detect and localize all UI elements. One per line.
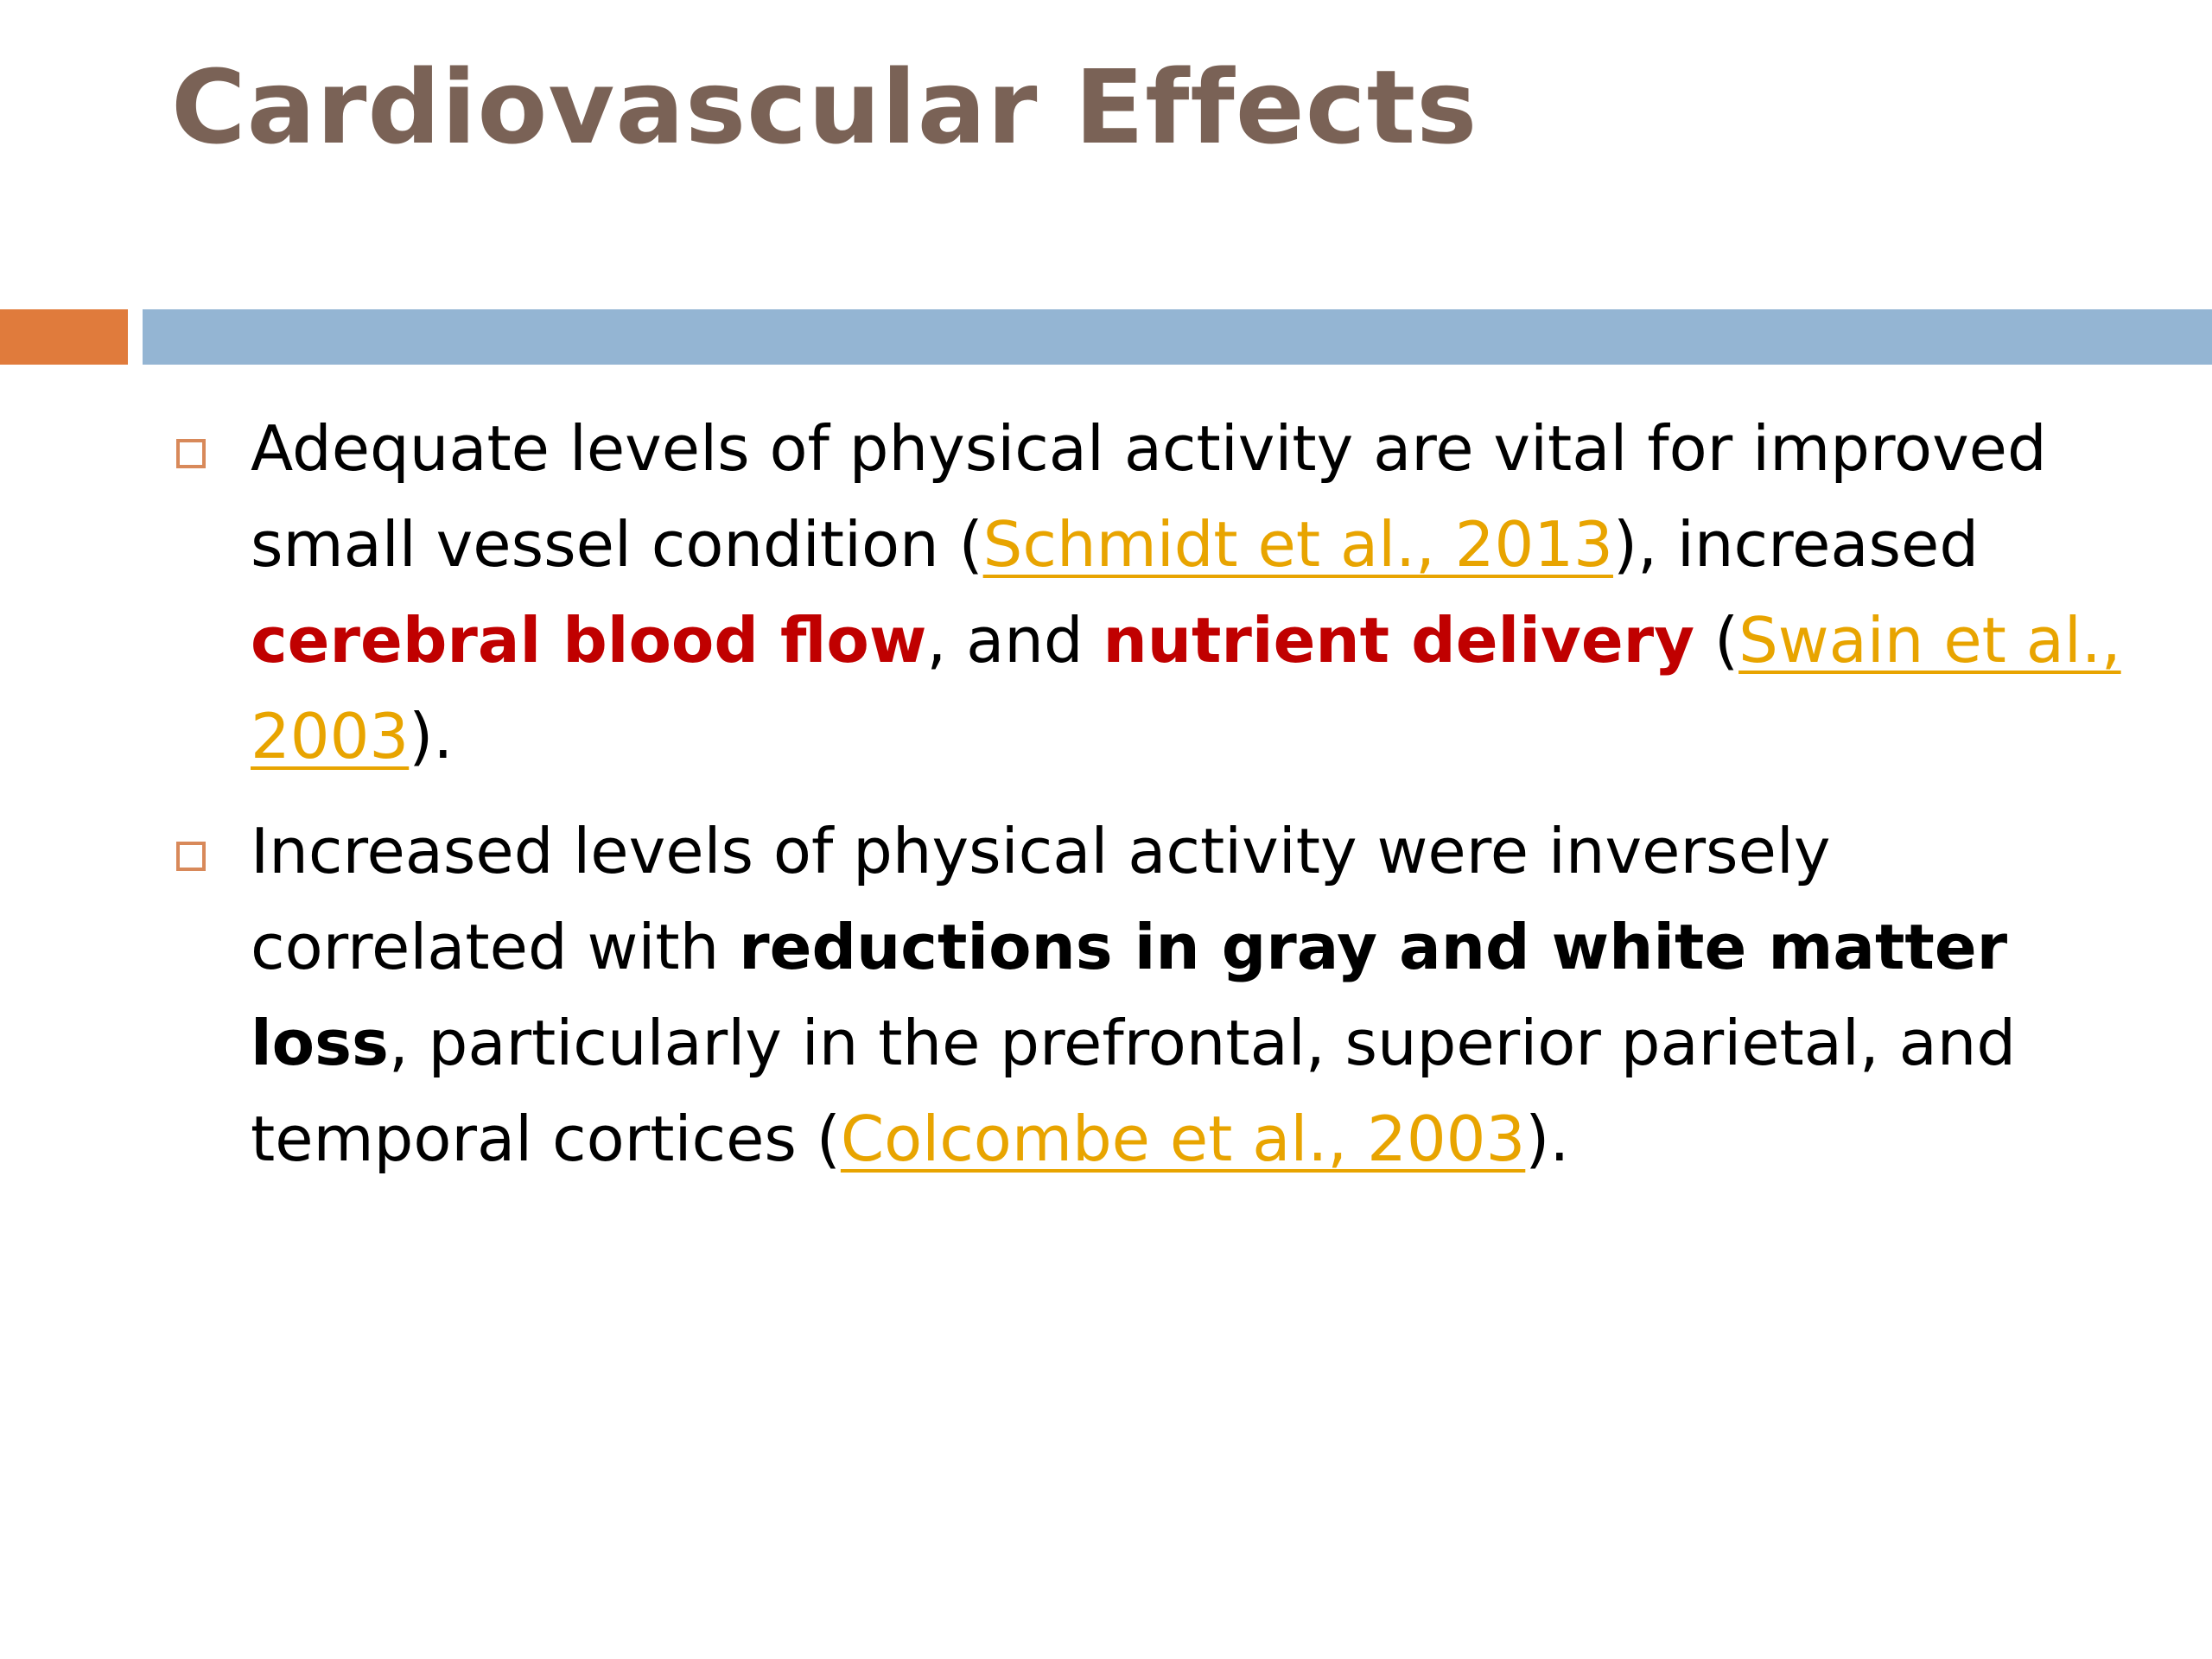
text-segment: (	[1694, 604, 1739, 677]
citation-link-schmidt-2013[interactable]: Schmidt et al., 2013	[982, 508, 1613, 581]
bullet-item-vascular	[171, 401, 2124, 785]
text-segment: ).	[1525, 1103, 1570, 1175]
emphasis-nutrient-delivery: nutrient delivery	[1103, 604, 1695, 677]
hollow-square-icon	[176, 842, 206, 871]
emphasis-cerebral-blood-flow: cerebral blood flow	[251, 604, 927, 677]
emphasis-gray-white-matter: reductions in gray and white matter loss	[251, 911, 2008, 1079]
bullet-item-gray-matter	[171, 804, 2124, 1187]
citation-link-colcombe-2003[interactable]: Colcombe et al., 2003	[840, 1103, 1526, 1175]
hollow-square-icon	[176, 439, 206, 468]
bullet-text	[251, 815, 2036, 1175]
text-segment: , and	[926, 604, 1103, 677]
text-segment: , particularly in the prefrontal, superior parietal, and temporal cortices (	[251, 1007, 2036, 1175]
text-segment: ).	[409, 700, 454, 772]
slide-title: Cardiovascular Effects	[171, 48, 1478, 167]
citation-link-swain-2003[interactable]: Swain et al., 2003	[251, 604, 2121, 772]
accent-bar-blue	[143, 309, 2212, 365]
text-segment: Increased levels of physical activity were inversely correlated with	[251, 815, 1851, 983]
bullet-text	[251, 412, 2121, 772]
text-segment: Adequate levels of physical activity are vital for improved small vessel condition (	[251, 412, 2067, 581]
accent-bar-orange	[0, 309, 128, 365]
text-segment: ), increased	[1612, 508, 1999, 581]
bullet-list	[171, 401, 2124, 1206]
